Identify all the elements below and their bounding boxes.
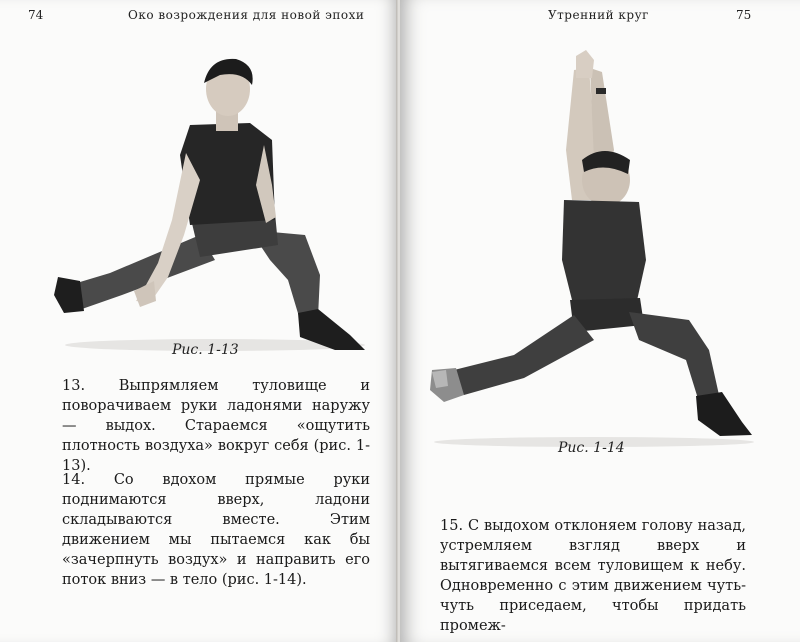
figure-1-13-photo [50,45,380,360]
right-page [400,0,800,642]
right-page-number: 75 [736,8,752,22]
left-page [0,0,398,642]
figure-1-13-caption: Рис. 1-13 [172,342,239,358]
left-page-number: 74 [28,8,44,22]
paragraph-14: 14. Со вдохом прямые руки поднимаются вверх, ладони складываются вместе. Этим движением мы пытаемся как бы «зачерпнуть воздух» и направить его поток вниз — в тело (рис. 1-14). [62,472,370,588]
left-running-head: Око возрождения для новой эпохи [128,8,365,22]
paragraph-15: 15. С выдохом отклоняем голову назад, устремляем взгляд вверх и вытягиваемся всем туловищем к небу. Одновременно с этим движением чуть-чуть приседаем, чтобы придать промеж- [440,518,746,634]
figure-1-14-photo [424,50,764,450]
paragraph-13: 13. Выпрямляем туловище и поворачиваем руки ладонями наружу — выдох. Стараемся «ощутить плотность воздуха» вокруг себя (рис. 1-13). [62,378,370,474]
right-running-head: Утренний круг [548,8,649,22]
figure-1-14-caption: Рис. 1-14 [558,440,625,456]
